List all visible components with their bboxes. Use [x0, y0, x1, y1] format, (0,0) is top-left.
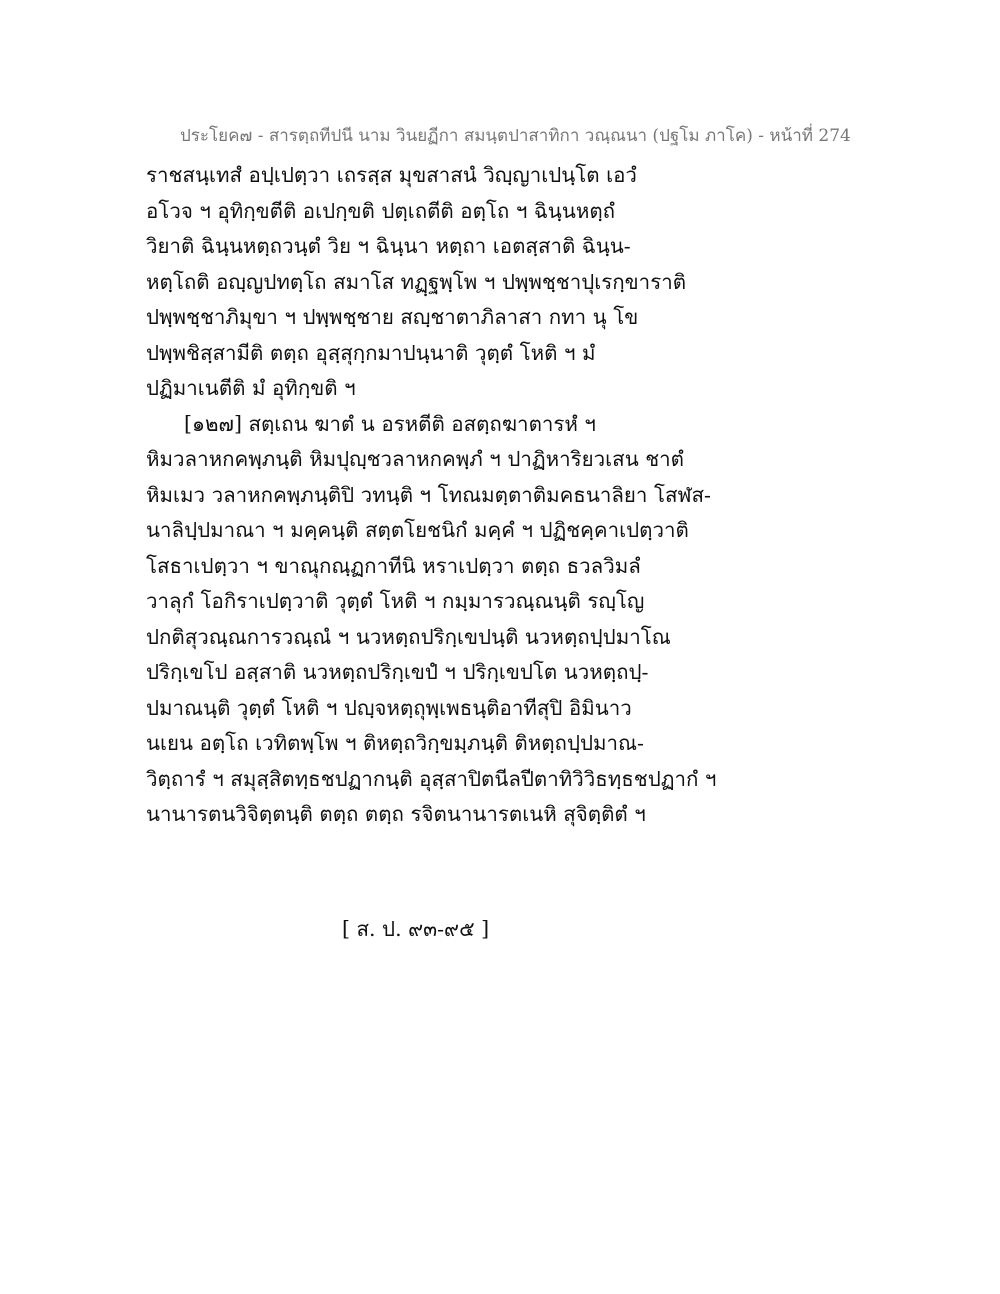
text-line: วาลุกํ โอกิราเปตฺวาติ วุตฺตํ โหติ ฯ กมฺมารวณฺณนฺติ รญฺโญ — [146, 589, 645, 613]
text-line: ราชสนฺเทสํ อปฺเปตฺวา เถรสฺส มุขสาสนํ วิญฺญาเปนฺโต เอวํ — [146, 163, 637, 187]
text-line: ปริกฺเขโป อสฺสาติ นวหตฺถปริกฺเขปํ ฯ ปริกฺเขปโต นวหตฺถปฺ- — [146, 660, 649, 684]
text-line: ปกติสุวณฺณการวณฺณํ ฯ นวหตฺถปริกฺเขปนฺติ นวหตฺถปฺปมาโณ — [146, 624, 671, 649]
text-line: โสธาเปตฺวา ฯ ขาณุกณฺฏกาทีนิ หราเปตฺวา ตตฺถ ธวลวิมลํ — [146, 553, 641, 578]
text-line: ปพฺพชิสฺสามีติ ตตฺถ อุสฺสุกฺกมาปนฺนาติ วุตฺตํ โหติ ฯ มํ — [146, 340, 596, 365]
running-header: ประโยค๗ - สารตฺถทีปนี นาม วินยฏีกา สมนฺตปาสาทิกา วณฺณนา (ปฐโม ภาโค) - หน้าที่ 274 — [180, 126, 851, 146]
text-line: ปมาณนฺติ วุตฺตํ โหติ ฯ ปญฺจหตฺถุพฺเพธนฺติอาทีสุปิ อิมินาว — [146, 695, 632, 720]
text-line: นานารตนวิจิตฺตนฺติ ตตฺถ ตตฺถ รจิตนานารตเนหิ สุจิตฺติตํ ฯ — [146, 802, 646, 826]
text-line: อโวจ ฯ อุทิกฺขตีติ อเปกฺขติ ปตฺเถตีติ อตฺโถ ฯ ฉินฺนหตฺถํ — [146, 198, 616, 223]
text-line: วิยาติ ฉินฺนหตฺถวนฺตํ วิย ฯ ฉินฺนา หตฺถา เอตสฺสาติ ฉินฺน- — [146, 234, 631, 258]
body-text — [146, 158, 846, 833]
text-line: ปฏิมาเนตีติ มํ อุทิกฺขติ ฯ — [146, 376, 356, 400]
source-reference: [ ส. ป. ๙๓-๙๕ ] — [342, 917, 490, 941]
text-line: หิมเมว วลาหกคพฺภนฺติปิ วทนฺติ ฯ โทณมตฺตาติมคธนาลิยา โสฬส- — [146, 482, 711, 507]
text-line: วิตฺถารํ ฯ สมุสฺสิตทฺธชปฏากนฺติ อุสฺสาปิตนีลปีตาทิวิวิธทฺธชปฏากํ ฯ — [146, 766, 717, 791]
text-line: นาลิปฺปมาณา ฯ มคฺคนฺติ สตฺตโยชนิกํ มคฺคํ ฯ ปฏิชคฺคาเปตฺวาติ — [146, 518, 689, 542]
text-line: หิมวลาหกคพฺภนฺติ หิมปุญฺชวลาหกคพฺภํ ฯ ปาฏิหาริยวเสน ชาตํ — [146, 447, 684, 471]
text-line: หตฺโถติ อญฺญปทตฺโถ สมาโส ทฏฺฐพฺโพ ฯ ปพฺพชฺชาปุเรกฺขาราติ — [146, 269, 687, 294]
text-line: นเยน อตฺโถ เวทิตพฺโพ ฯ ติหตฺถวิกฺขมฺภนฺติ ติหตฺถปฺปมาณ- — [146, 731, 644, 755]
paragraph-start-line: [๑๒๗] สตฺเถน ฆาตํ น อรหตีติ อสตฺถฆาตารหํ ฯ — [184, 411, 596, 436]
text-line: ปพฺพชฺชาภิมุขา ฯ ปพฺพชฺชาย สญฺชาตาภิลาสา กทา นุ โข — [146, 305, 639, 329]
